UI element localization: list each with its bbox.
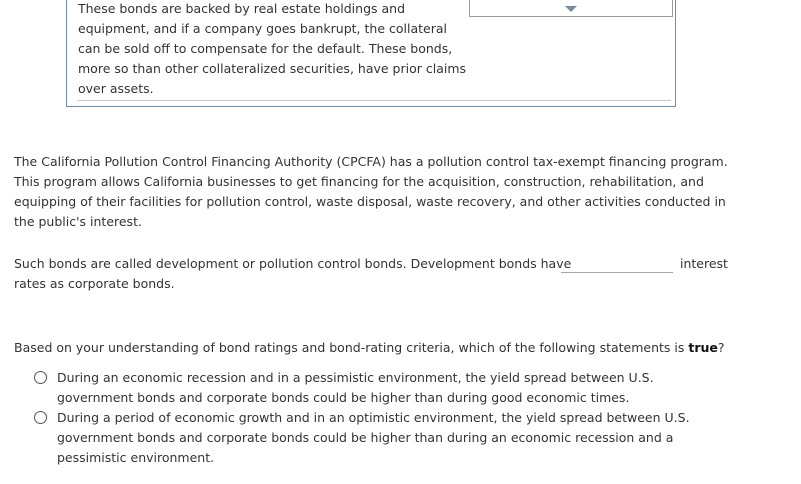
radio-button-icon[interactable] xyxy=(34,371,47,384)
bond-type-match-box xyxy=(66,0,676,107)
radio-button-icon[interactable] xyxy=(34,411,47,424)
answer-option-label: During a period of economic growth and in an optimistic environment, the yield spread between U.S. government bonds and corporate bonds could be higher than during an economic recession and a pessimistic environment. xyxy=(57,410,690,465)
fill-in-text-line2: rates as corporate bonds. xyxy=(14,276,175,291)
cpcfa-paragraph: The California Pollution Control Financing Authority (CPCFA) has a pollution control tax-exempt financing program. This program allows California businesses to get financing for the acquisition, construction, rehabilitation, and equipping of their facilities for pollution control, waste disposal, waste recovery, and other activities conducted in the public's interest. xyxy=(14,154,728,229)
answer-option-label: During an economic recession and in a pessimistic environment, the yield spread between U.S. government bonds and corporate bonds could be higher than during good economic times. xyxy=(57,370,654,405)
question-text xyxy=(14,338,725,358)
bond-description-text: These bonds are backed by real estate holdings and equipment, and if a company goes bankrupt, the collateral can be sold off to compensate for the default. These bonds, more so than other collateralized securities, have prior claims over assets. xyxy=(78,1,467,96)
interest-rate-blank-input[interactable] xyxy=(561,256,673,273)
question-emphasis: true xyxy=(688,340,718,355)
question-prefix: Based on your understanding of bond ratings and bond-rating criteria, which of the following statements is xyxy=(14,340,685,355)
fill-in-text-before: Such bonds are called development or pollution control bonds. Development bonds have xyxy=(14,256,572,271)
chevron-down-icon xyxy=(565,6,577,12)
divider xyxy=(77,100,671,101)
question-suffix: ? xyxy=(717,340,725,355)
fill-in-text-after: interest xyxy=(680,256,728,271)
bond-type-dropdown[interactable] xyxy=(469,0,673,17)
